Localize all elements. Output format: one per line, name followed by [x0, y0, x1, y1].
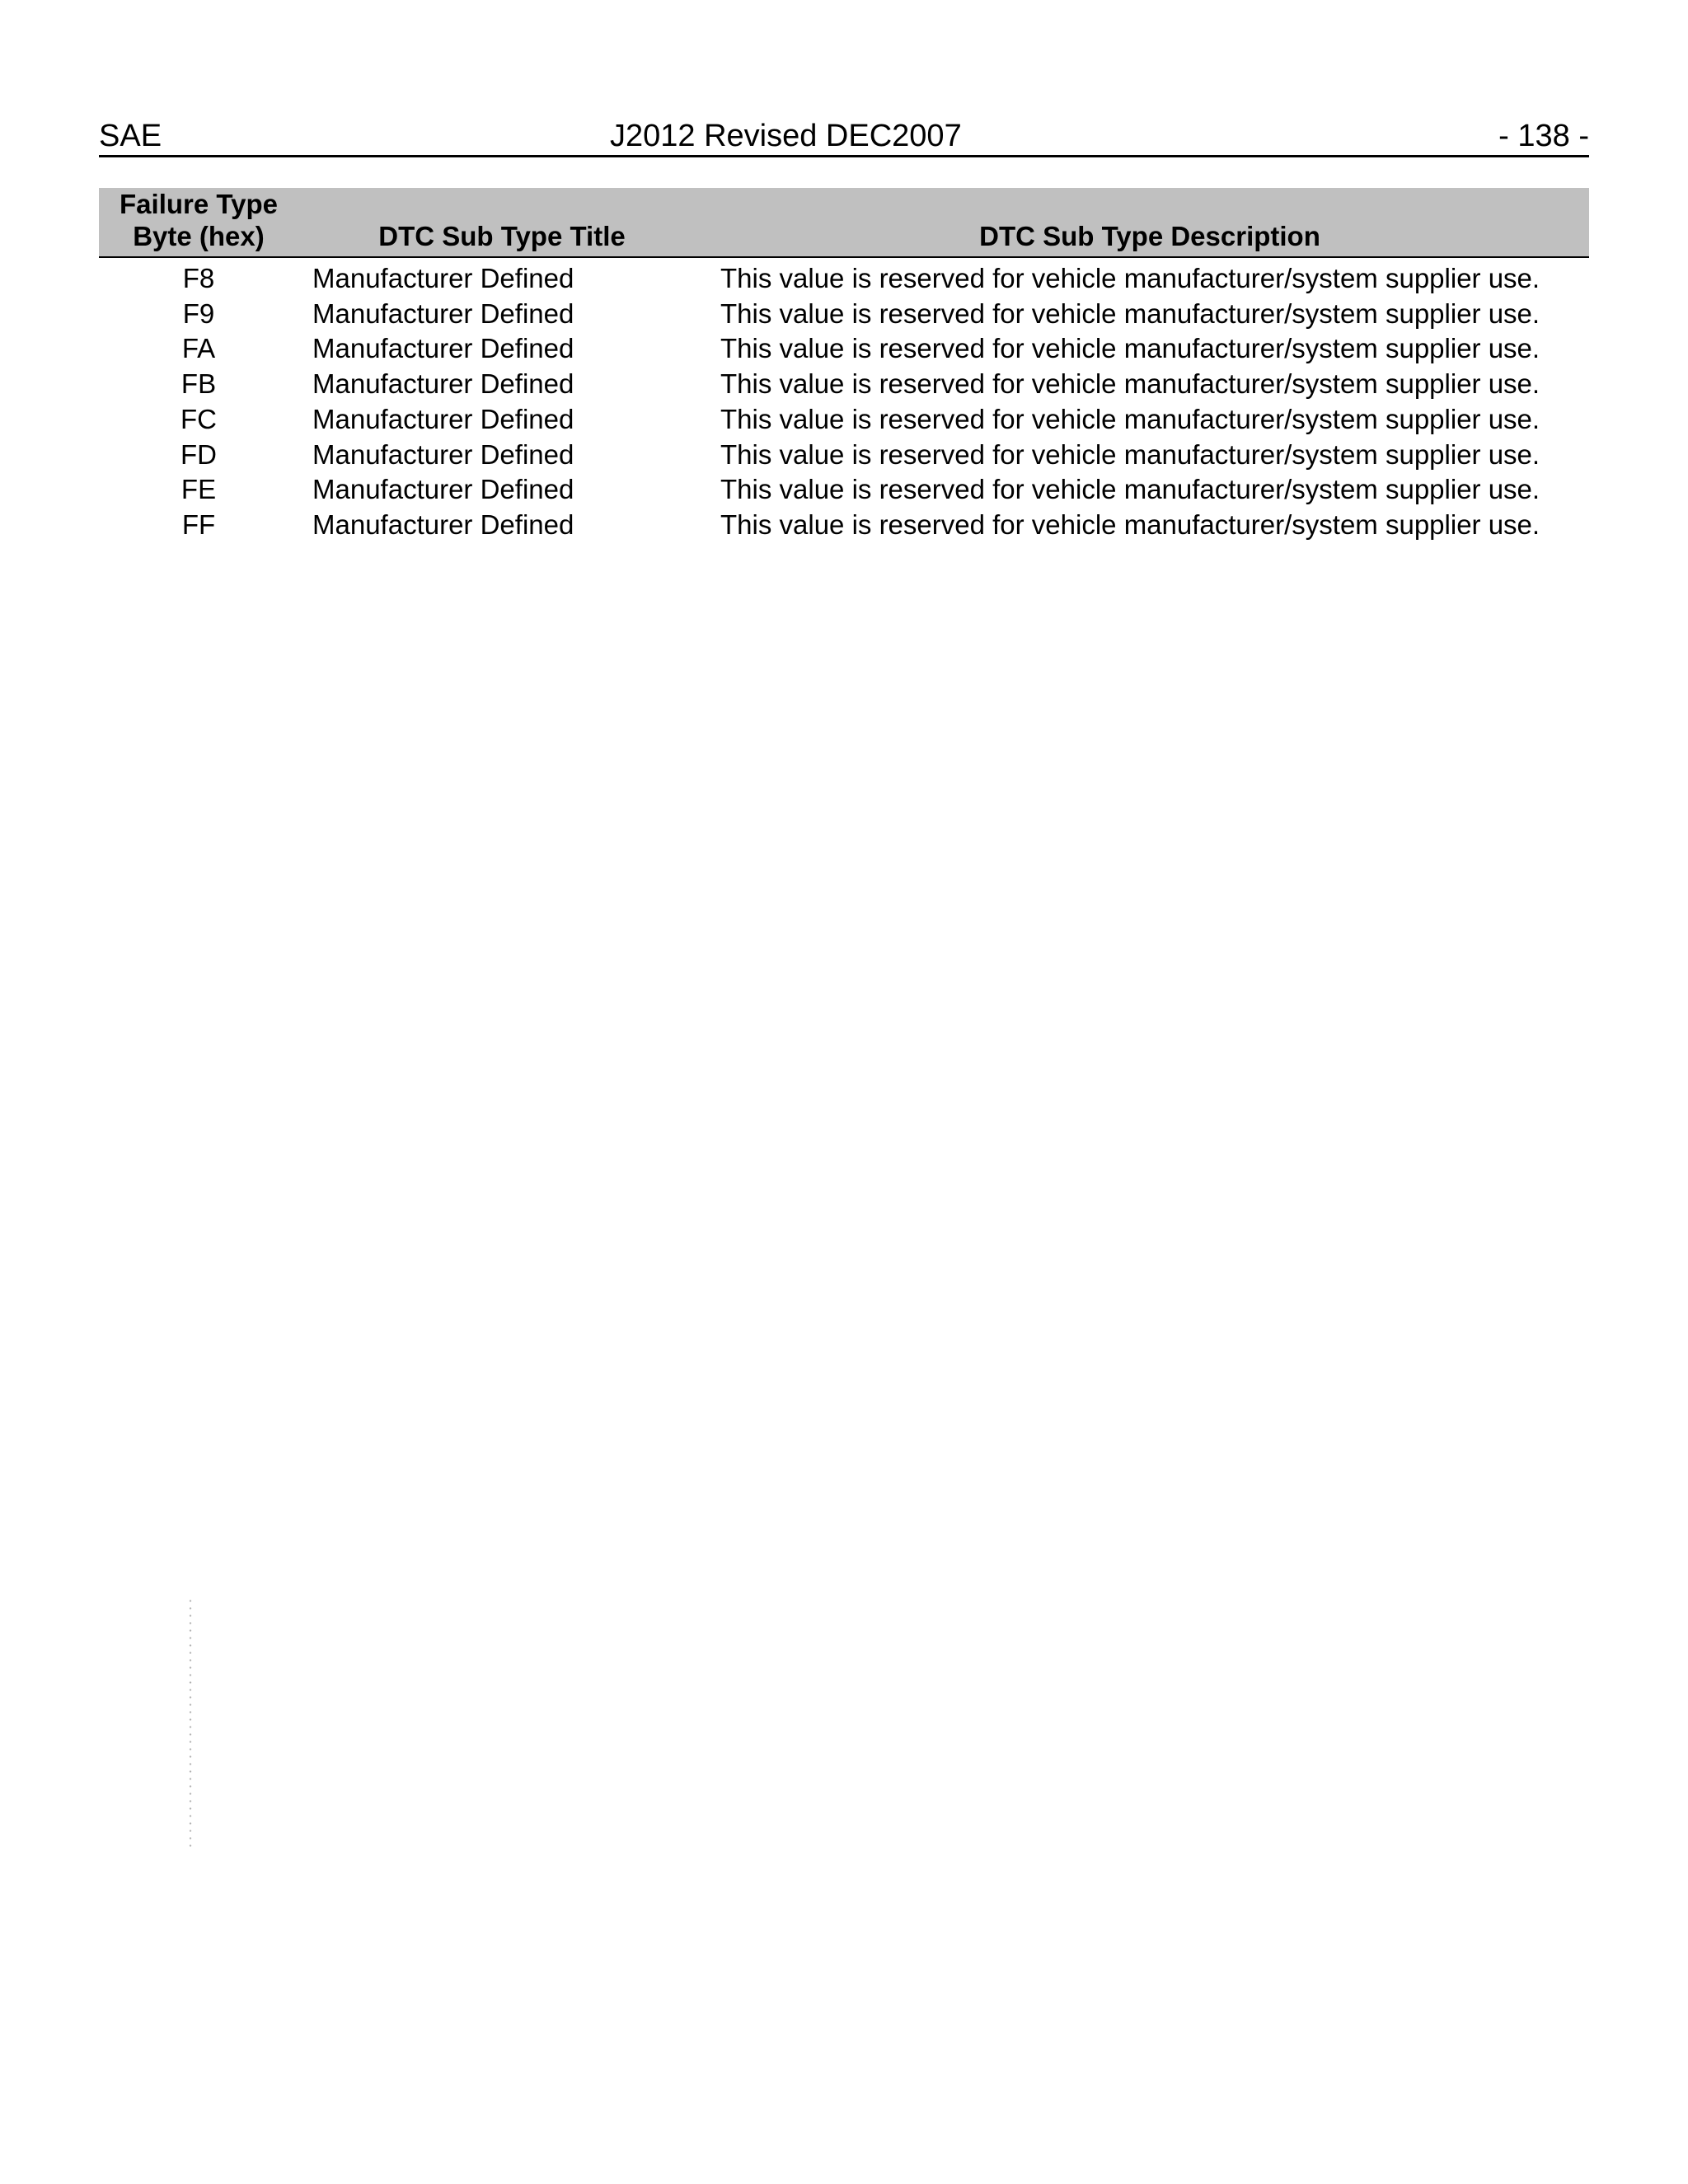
- table-row: [99, 402, 1589, 438]
- cell-code: FC: [181, 403, 217, 434]
- cell-description: This value is reserved for vehicle manufacturer/system supplier use.: [720, 368, 1540, 400]
- header-page-number: - 138 -: [1498, 119, 1589, 153]
- table-row: [99, 297, 1589, 332]
- cell-description: This value is reserved for vehicle manufacturer/system supplier use.: [720, 474, 1540, 505]
- header-document-id: J2012 Revised DEC2007: [610, 119, 962, 153]
- cell-code: FA: [181, 333, 216, 364]
- dtc-subtype-table: [99, 188, 1589, 543]
- table-row: [99, 331, 1589, 367]
- scan-artifact: [188, 1597, 193, 1849]
- table-header-row: [99, 188, 1589, 257]
- cell-code: FD: [181, 438, 217, 470]
- cell-title: Manufacturer Defined: [312, 403, 574, 434]
- table-row: [99, 508, 1589, 543]
- cell-title: Manufacturer Defined: [312, 438, 574, 470]
- page-header: [99, 117, 1589, 157]
- cell-description: This value is reserved for vehicle manufacturer/system supplier use.: [720, 298, 1540, 329]
- cell-description: This value is reserved for vehicle manufacturer/system supplier use.: [720, 509, 1540, 540]
- cell-description: This value is reserved for vehicle manufacturer/system supplier use.: [720, 333, 1540, 364]
- cell-description: This value is reserved for vehicle manufacturer/system supplier use.: [720, 403, 1540, 434]
- column-header-failure-type-line2: Byte (hex): [133, 221, 265, 251]
- table-header: [99, 188, 1589, 257]
- cell-description: This value is reserved for vehicle manufacturer/system supplier use.: [720, 438, 1540, 470]
- cell-code: FF: [181, 509, 216, 540]
- cell-title: Manufacturer Defined: [312, 333, 574, 364]
- column-header-description: DTC Sub Type Description: [710, 188, 1589, 257]
- column-header-failure-type-line1: Failure Type: [120, 189, 278, 219]
- table-row: [99, 472, 1589, 508]
- table-row: [99, 257, 1589, 297]
- header-organization: SAE: [99, 119, 162, 153]
- table-body: [99, 257, 1589, 543]
- cell-description: This value is reserved for vehicle manufacturer/system supplier use.: [720, 263, 1540, 293]
- table-row: [99, 367, 1589, 402]
- cell-title: Manufacturer Defined: [312, 474, 574, 505]
- cell-title: Manufacturer Defined: [312, 368, 574, 400]
- cell-code: FB: [181, 368, 217, 400]
- cell-title: Manufacturer Defined: [312, 298, 574, 329]
- cell-title: Manufacturer Defined: [312, 263, 574, 293]
- table-row: [99, 438, 1589, 473]
- cell-code: F9: [182, 298, 215, 329]
- column-header-title: DTC Sub Type Title: [298, 188, 710, 257]
- column-header-failure-type: [99, 188, 298, 257]
- cell-code: F8: [182, 263, 215, 293]
- cell-code: FE: [181, 474, 217, 505]
- cell-title: Manufacturer Defined: [312, 509, 574, 540]
